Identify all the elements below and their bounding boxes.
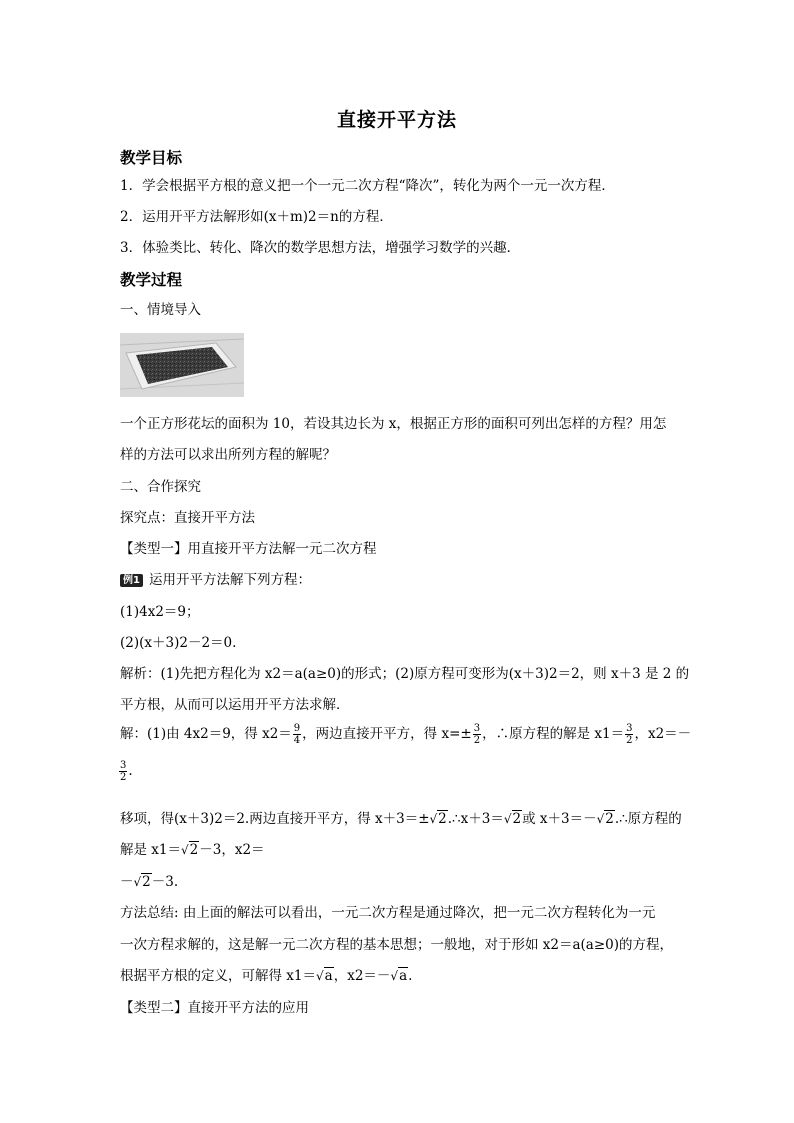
summary-line2: 一次方程求解的，这是解一元二次方程的基本思想；一般地，对于形如 x2＝a(a≥0)的方程， [120, 937, 674, 953]
example-line [120, 570, 311, 590]
fraction-denominator: 2 [120, 772, 127, 783]
analysis-line1: 解析：(1)先把方程化为 x2＝a(a≥0)的形式；(2)原方程可变形为(x＋3)2＝2，则 x＋3 是 2 的 [120, 666, 690, 682]
type2-heading: 【类型二】直接开平方法的应用 [120, 1000, 309, 1016]
sqrt-2: √2 [181, 842, 199, 858]
analysis-line2: 平方根，从而可以运用开平方法求解． [120, 697, 350, 713]
fraction-denominator: 4 [293, 735, 301, 746]
type1-heading: 【类型一】用直接开平方法解一元二次方程 [120, 541, 377, 557]
objectives-heading: 教学目标 [120, 148, 183, 167]
sqrt-argument: 2 [512, 811, 522, 827]
fraction-denominator: 2 [626, 735, 633, 746]
fraction-numerator: 9 [293, 723, 301, 734]
solution1-text-a: 解：(1)由 4x2＝9，得 x2＝ [120, 726, 292, 742]
fraction-9-4 [293, 723, 301, 746]
sqrt-argument: 2 [605, 811, 614, 827]
objective-item-1: 1．学会根据平方根的意义把一个一元二次方程“降次”，转化为两个一元一次方程． [120, 178, 615, 194]
solution2-text-a: 移项，得(x＋3)2＝2.两边直接开平方，得 x＋3＝± [120, 811, 430, 827]
section-heading-2: 二、合作探究 [120, 479, 201, 495]
sqrt-argument: a [324, 968, 333, 984]
fraction-3-2 [625, 723, 633, 746]
solution2-text-h: －3. [151, 874, 179, 890]
solution2-text-e: 解是 x1＝ [120, 842, 181, 858]
process-heading: 教学过程 [120, 270, 183, 289]
fraction-numerator: 3 [120, 760, 127, 771]
example-text: 运用开平方法解下列方程： [148, 572, 311, 588]
sqrt-argument: 2 [438, 811, 447, 827]
example-badge: 例1 [120, 574, 143, 587]
sqrt-argument: 2 [142, 874, 151, 890]
summary-text-a: 根据平方根的定义，可解得 x1＝ [120, 968, 316, 984]
summary-line3 [120, 966, 412, 986]
fraction-numerator: 3 [626, 723, 633, 734]
equation-2: (2)(x＋3)2－2＝0. [120, 635, 237, 651]
objective-item-3: 3．体验类比、转化、降次的数学思想方法，增强学习数学的兴趣． [120, 240, 521, 256]
fraction-3-2 [473, 723, 481, 746]
solution2-line2 [120, 840, 265, 860]
sqrt-2: √2 [429, 811, 447, 827]
objective-item-2: 2．运用开平方法解形如(x＋m)2＝n的方程． [120, 209, 393, 225]
solution1-text-b: ，两边直接开平方，得 x=± [302, 726, 472, 742]
explore-point: 探究点：直接开平方法 [120, 510, 255, 526]
flower-bed-photo [120, 333, 244, 397]
solution2-text-b: .∴x＋3＝ [447, 811, 504, 827]
sqrt-a: √a [316, 968, 333, 984]
solution1-line [120, 723, 691, 746]
summary-line1: 方法总结: 由上面的解法可以看出，一元二次方程是通过降次，把一元二次方程转化为一元 [120, 905, 656, 921]
solution1-continued [118, 760, 133, 783]
sqrt-argument: 2 [189, 842, 199, 858]
summary-text-b: ，x2＝－ [333, 968, 391, 984]
solution2-line3 [120, 872, 178, 892]
fraction-denominator: 2 [473, 735, 481, 746]
solution2-text-f: －3，x2＝ [199, 842, 265, 858]
section-heading-1: 一、情境导入 [120, 302, 201, 318]
solution1-text-c: ，∴原方程的解是 x1＝ [482, 726, 625, 742]
sqrt-argument: a [399, 968, 408, 984]
sqrt-2: √2 [503, 811, 522, 827]
solution1-text-e: . [128, 763, 133, 779]
sqrt-a: √a [390, 968, 408, 984]
equation-1: (1)4x2＝9； [120, 604, 200, 620]
sqrt-2: √2 [596, 811, 614, 827]
solution2-text-c: 或 x＋3＝－ [522, 811, 597, 827]
document-title: 直接开平方法 [336, 109, 457, 131]
solution2-line1 [120, 809, 682, 829]
summary-text-c: . [408, 968, 413, 984]
intro-text-line1: 一个正方形花坛的面积为 10，若设其边长为 x，根据正方形的面积可列出怎样的方程？用怎 [120, 416, 667, 432]
fraction-3-2 [119, 760, 127, 783]
sqrt-2: √2 [133, 874, 151, 890]
fraction-numerator: 3 [473, 723, 481, 734]
solution1-text-d: ，x2＝－ [634, 726, 692, 742]
solution2-text-d: .∴原方程的 [614, 811, 682, 827]
intro-text-line2: 样的方法可以求出所列方程的解呢？ [120, 447, 336, 463]
solution2-text-g: － [120, 874, 134, 890]
